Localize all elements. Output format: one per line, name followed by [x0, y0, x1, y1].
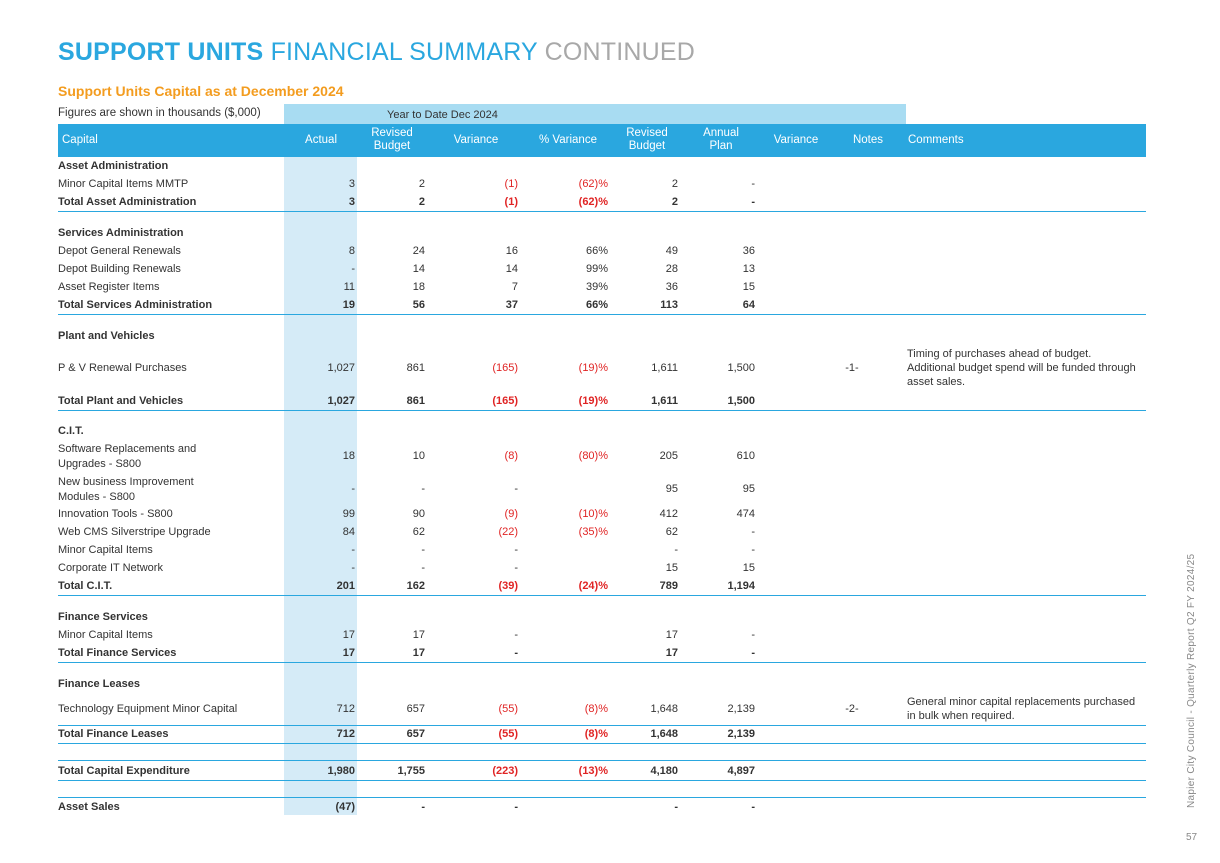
table-row: P & V Renewal Purchases 1,027 861 (165) (19)% 1,611 1,500 -1- Timing of purchases ahead of budget. Additional budget spend will be funded through asset sales. — [58, 348, 1136, 388]
table-row: Minor Capital Items MMTP 3 2 (1) (62)% 2 - — [58, 178, 755, 190]
header-notes: Notes — [852, 134, 884, 146]
header-actual: Actual — [305, 134, 337, 146]
comment: General minor capital replacements purchased in bulk when required. — [907, 696, 1136, 722]
section-finance-leases: Finance Leases — [58, 678, 140, 690]
section-services-administration: Services Administration — [58, 227, 184, 239]
section-cit: C.I.T. — [58, 425, 84, 437]
asset-sales-row: Asset Sales (47) - - - - — [58, 801, 755, 813]
header-comments: Comments — [908, 134, 964, 146]
side-footer-text: Napier City Council - Quarterly Report Q2 FY 2024/25 — [1186, 553, 1197, 808]
header-revised-budget: Revised Budget — [371, 127, 413, 152]
page-title: SUPPORT UNITS FINANCIAL SUMMARY CONTINUED — [58, 38, 696, 66]
header-variance: Variance — [453, 134, 499, 146]
total-row: Total C.I.T. 201 162 (39) (24)% 789 1,194 — [58, 580, 1146, 596]
total-row: Total Services Administration 19 56 37 66% 113 64 — [58, 299, 1146, 315]
figures-note: Figures are shown in thousands ($,000) — [58, 107, 261, 119]
table-row: Web CMS Silverstripe Upgrade 84 62 (22) (35)% 62 - — [58, 526, 755, 538]
header-variance-2: Variance — [773, 134, 819, 146]
header-annual-plan: Annual Plan — [703, 127, 739, 152]
section-asset-administration: Asset Administration — [58, 160, 169, 172]
total-row: Total Plant and Vehicles 1,027 861 (165) (19)% 1,611 1,500 — [58, 395, 1146, 411]
header-revised-budget-2: Revised Budget — [626, 127, 668, 152]
total-row: Total Asset Administration 3 2 (1) (62)% 2 - — [58, 196, 1146, 212]
divider — [58, 760, 1146, 761]
section-subtitle: Support Units Capital as at December 2024 — [58, 83, 344, 99]
ytd-label: Year to Date Dec 2024 — [387, 109, 498, 121]
section-plant-and-vehicles: Plant and Vehicles — [58, 330, 155, 342]
table-row: Minor Capital Items 17 17 - 17 - — [58, 629, 755, 641]
table-row: Minor Capital Items - - - - - — [58, 544, 755, 556]
note-ref: -1- — [845, 362, 859, 374]
table-row: Corporate IT Network - - - 15 15 — [58, 562, 755, 574]
total-capital-expenditure-row: Total Capital Expenditure 1,980 1,755 (223) (13)% 4,180 4,897 — [58, 765, 1146, 781]
divider — [58, 797, 1146, 798]
table-row: New business Improvement Modules - S800 - - - 95 95 — [58, 476, 755, 503]
table-row: Software Replacements and Upgrades - S800 18 10 (8) (80)% 205 610 — [58, 443, 755, 470]
page-number: 57 — [1186, 832, 1198, 843]
table-header — [58, 124, 1146, 157]
total-row: Total Finance Services 17 17 - 17 - — [58, 647, 1146, 663]
ytd-header-band — [284, 104, 906, 124]
table-row: Depot General Renewals 8 24 16 66% 49 36 — [58, 245, 755, 257]
header-capital: Capital — [62, 134, 98, 146]
table-row: Asset Register Items 11 18 7 39% 36 15 — [58, 281, 755, 293]
table-row: Innovation Tools - S800 99 90 (9) (10)% 412 474 — [58, 508, 755, 520]
note-ref: -2- — [845, 703, 859, 715]
table-row: Depot Building Renewals - 14 14 99% 28 13 — [58, 263, 755, 275]
header-pct-variance: % Variance — [539, 134, 597, 146]
section-finance-services: Finance Services — [58, 611, 148, 623]
total-row: Total Finance Leases 712 657 (55) (8)% 1,648 2,139 — [58, 728, 1146, 744]
table-row: Technology Equipment Minor Capital 712 657 (55) (8)% 1,648 2,139 -2- General minor capital replacements purchased in bulk when required. — [58, 695, 1146, 726]
comment: Timing of purchases ahead of budget. Additional budget spend will be funded through asset sales. — [907, 348, 1136, 388]
